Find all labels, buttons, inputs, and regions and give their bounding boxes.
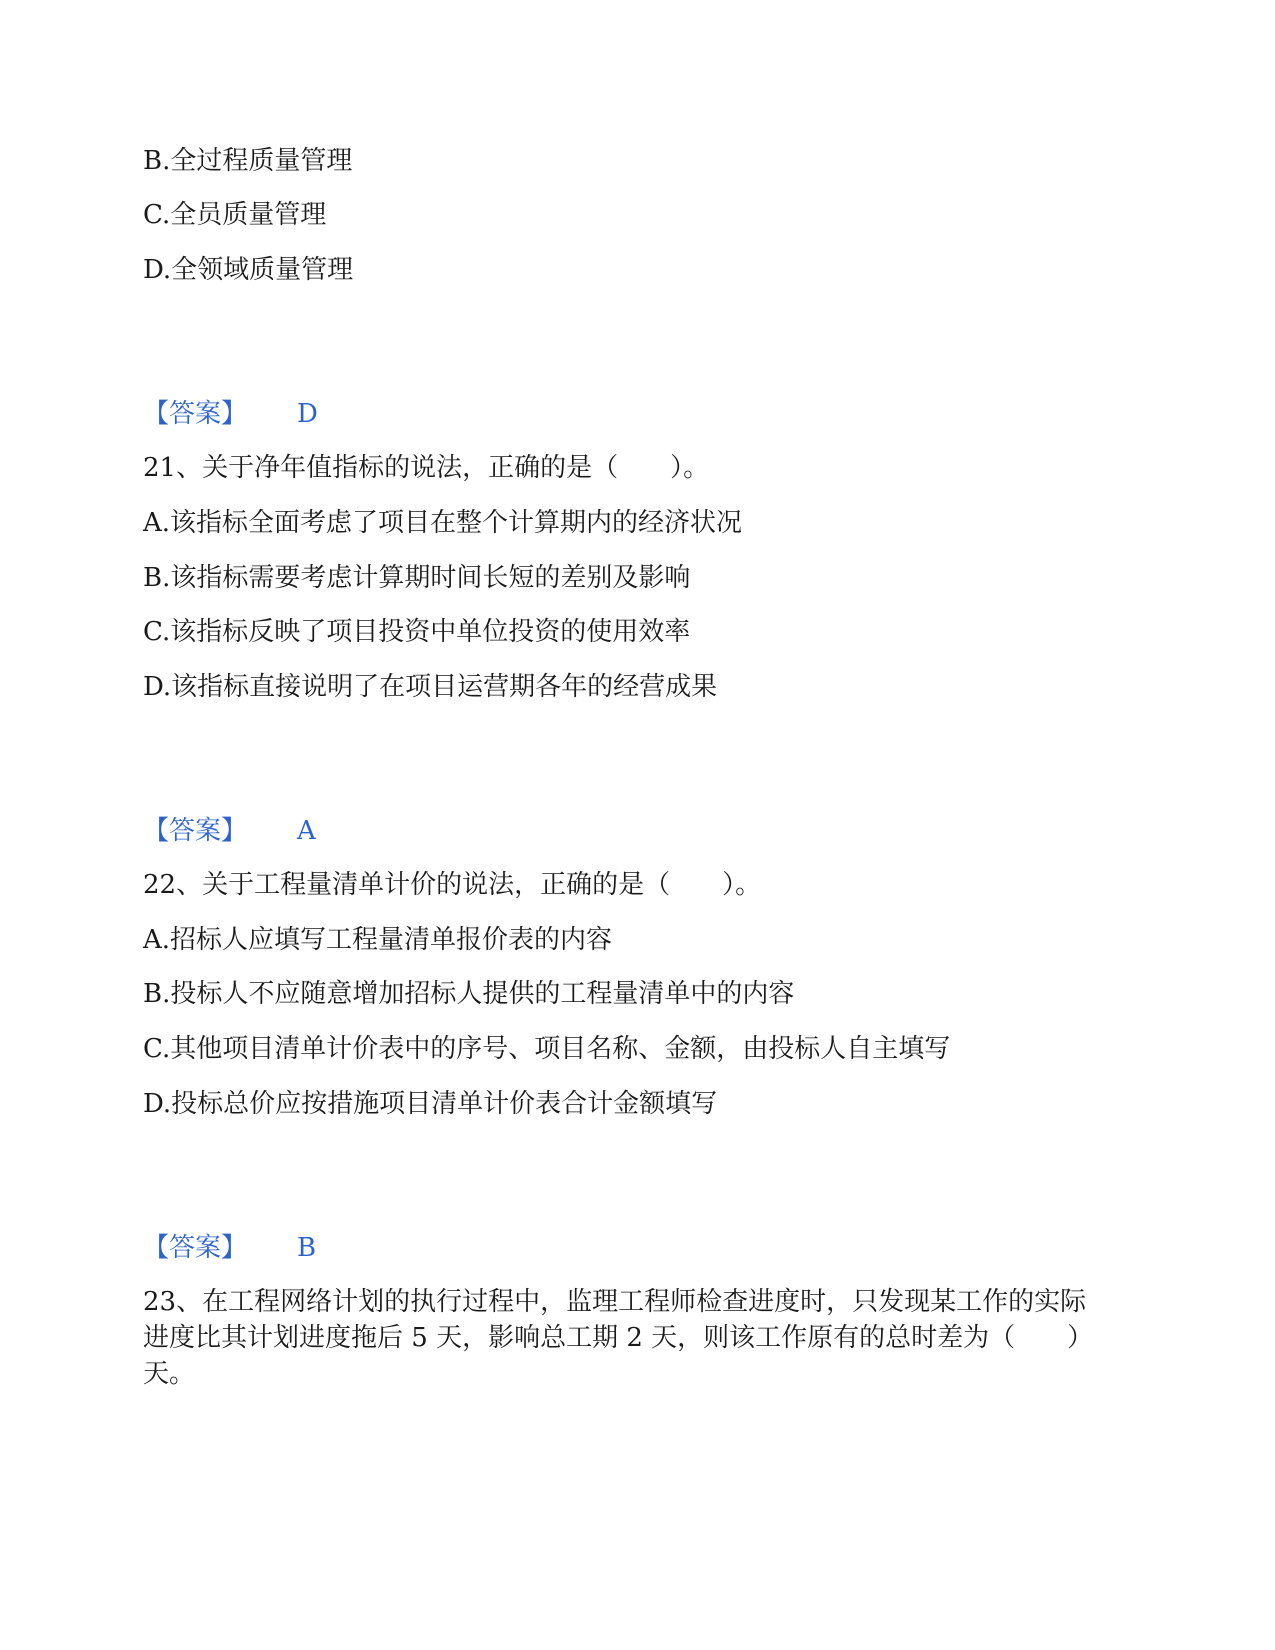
q22-stem: 22、关于工程量清单计价的说法，正确的是（ ）。	[143, 870, 762, 900]
q21-option-b: B.该指标需要考虑计算期时间长短的差别及影响	[143, 563, 691, 593]
q20-option-c: C.全员质量管理	[143, 200, 327, 230]
q22-answer	[143, 1232, 316, 1264]
q20-option-d: D.全领域质量管理	[143, 255, 354, 285]
q22-answer-value: B	[297, 1233, 317, 1263]
q20-answer-tag: 【答案】	[143, 399, 248, 429]
q21-answer-tag: 【答案】	[143, 816, 248, 846]
q22-option-d: D.投标总价应按措施项目清单计价表合计金额填写	[143, 1089, 718, 1119]
q22-option-c: C.其他项目清单计价表中的序号、项目名称、金额，由投标人自主填写	[143, 1034, 951, 1064]
q22-answer-tag: 【答案】	[143, 1233, 248, 1263]
q21-answer-value: A	[297, 816, 316, 846]
q22-option-a: A.招标人应填写工程量清单报价表的内容	[143, 925, 613, 955]
q21-option-c: C.该指标反映了项目投资中单位投资的使用效率	[143, 617, 691, 647]
q22-option-b: B.投标人不应随意增加招标人提供的工程量清单中的内容	[143, 979, 795, 1009]
q20-option-b: B.全过程质量管理	[143, 146, 353, 176]
q21-stem: 21、关于净年值指标的说法，正确的是（ ）。	[143, 453, 710, 483]
q21-option-d: D.该指标直接说明了在项目运营期各年的经营成果	[143, 672, 718, 702]
q20-answer-value: D	[297, 399, 318, 429]
q20-answer	[143, 398, 318, 430]
q21-option-a: A.该指标全面考虑了项目在整个计算期内的经济状况	[143, 508, 743, 538]
q21-answer	[143, 815, 316, 847]
q23-stem: 23、在工程网络计划的执行过程中，监理工程师检查进度时，只发现某工作的实际进度比其计划进度拖后 5 天，影响总工期 2 天，则该工作原有的总时差为（ ）天。	[143, 1287, 1094, 1389]
